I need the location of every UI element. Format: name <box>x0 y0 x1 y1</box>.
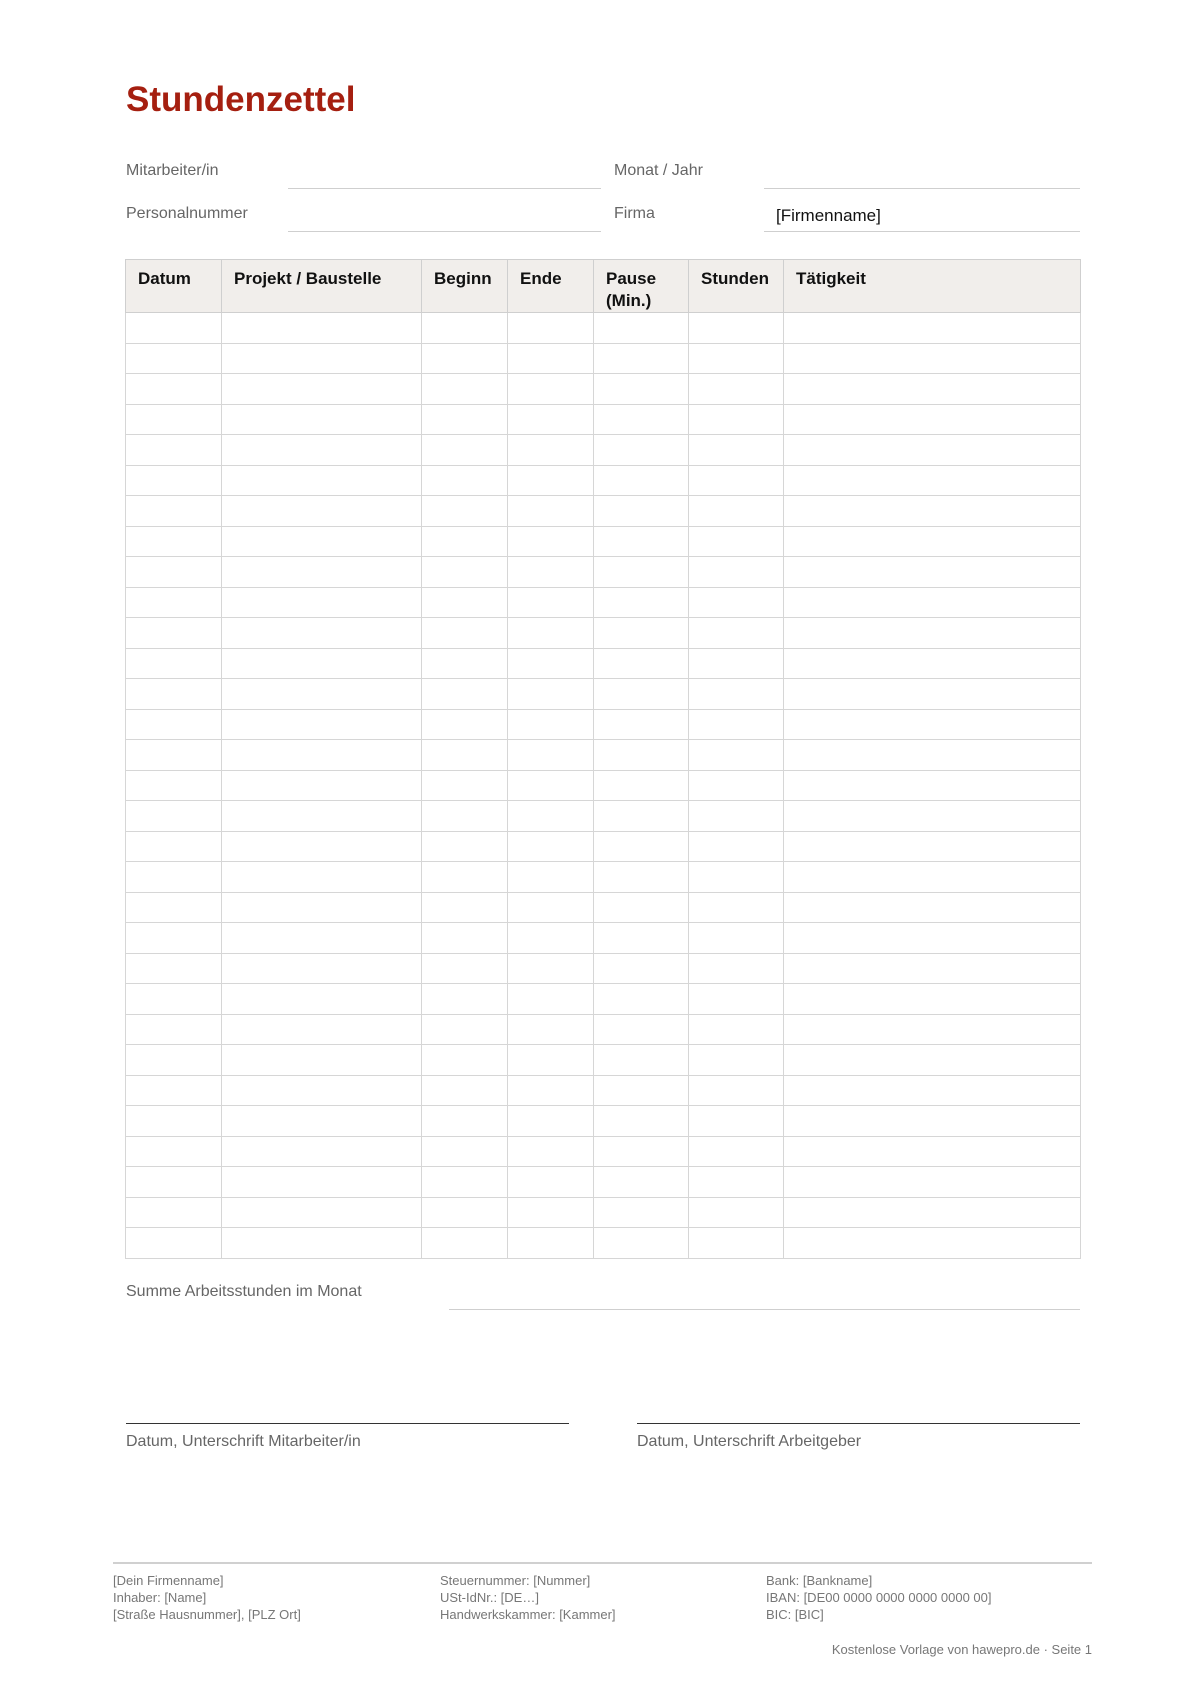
table-row <box>126 313 1081 344</box>
activity-cell[interactable] <box>784 1045 1081 1076</box>
break-cell[interactable] <box>594 648 689 679</box>
table-row <box>126 709 1081 740</box>
project-cell[interactable] <box>222 557 422 588</box>
table-row <box>126 1197 1081 1228</box>
end-cell[interactable] <box>508 526 594 557</box>
activity-cell[interactable] <box>784 1014 1081 1045</box>
table-row <box>126 1075 1081 1106</box>
start-cell[interactable] <box>422 862 508 893</box>
date-cell[interactable] <box>126 1045 222 1076</box>
hours-cell[interactable] <box>689 1014 784 1045</box>
break-cell[interactable] <box>594 984 689 1015</box>
hours-cell[interactable] <box>689 618 784 649</box>
activity-cell[interactable] <box>784 465 1081 496</box>
start-cell[interactable] <box>422 1045 508 1076</box>
table-row <box>126 648 1081 679</box>
footer-company-info <box>113 1572 301 1623</box>
start-cell[interactable] <box>422 679 508 710</box>
table-row <box>126 1136 1081 1167</box>
activity-cell[interactable] <box>784 801 1081 832</box>
start-cell[interactable] <box>422 374 508 405</box>
start-cell[interactable] <box>422 1106 508 1137</box>
project-cell[interactable] <box>222 923 422 954</box>
table-row <box>126 404 1081 435</box>
hours-cell[interactable] <box>689 892 784 923</box>
project-cell[interactable] <box>222 465 422 496</box>
table-row <box>126 740 1081 771</box>
date-cell[interactable] <box>126 374 222 405</box>
footer-chamber: Handwerkskammer: [Kammer] <box>440 1607 616 1622</box>
table-row <box>126 862 1081 893</box>
start-cell[interactable] <box>422 770 508 801</box>
activity-cell[interactable] <box>784 1136 1081 1167</box>
break-cell[interactable] <box>594 557 689 588</box>
footer-vat-id: USt-IdNr.: [DE…] <box>440 1590 539 1605</box>
date-cell[interactable] <box>126 404 222 435</box>
table-header-row <box>126 260 1081 313</box>
activity-cell[interactable] <box>784 343 1081 374</box>
start-cell[interactable] <box>422 435 508 466</box>
header-activity: Tätigkeit <box>784 260 1081 313</box>
end-cell[interactable] <box>508 1014 594 1045</box>
end-cell[interactable] <box>508 1167 594 1198</box>
break-cell[interactable] <box>594 404 689 435</box>
table-row <box>126 587 1081 618</box>
break-cell[interactable] <box>594 862 689 893</box>
table-row <box>126 801 1081 832</box>
end-cell[interactable] <box>508 618 594 649</box>
activity-cell[interactable] <box>784 313 1081 344</box>
start-cell[interactable] <box>422 465 508 496</box>
date-cell[interactable] <box>126 343 222 374</box>
project-cell[interactable] <box>222 984 422 1015</box>
hours-cell[interactable] <box>689 862 784 893</box>
table-row <box>126 1167 1081 1198</box>
start-cell[interactable] <box>422 557 508 588</box>
date-cell[interactable] <box>126 1167 222 1198</box>
start-cell[interactable] <box>422 953 508 984</box>
break-cell[interactable] <box>594 740 689 771</box>
break-cell[interactable] <box>594 1106 689 1137</box>
date-cell[interactable] <box>126 831 222 862</box>
end-cell[interactable] <box>508 892 594 923</box>
start-cell[interactable] <box>422 404 508 435</box>
page-title: Stundenzettel <box>126 80 356 119</box>
break-cell[interactable] <box>594 465 689 496</box>
break-cell[interactable] <box>594 1045 689 1076</box>
start-cell[interactable] <box>422 1136 508 1167</box>
footer-address: [Straße Hausnummer], [PLZ Ort] <box>113 1607 301 1622</box>
activity-cell[interactable] <box>784 526 1081 557</box>
table-row <box>126 1014 1081 1045</box>
date-cell[interactable] <box>126 526 222 557</box>
employer-signature-label: Datum, Unterschrift Arbeitgeber <box>637 1433 862 1450</box>
table-row <box>126 496 1081 527</box>
hours-cell[interactable] <box>689 831 784 862</box>
personnel-number-label: Personalnummer <box>126 205 248 222</box>
hours-cell[interactable] <box>689 587 784 618</box>
header-start: Beginn <box>422 260 508 313</box>
activity-cell[interactable] <box>784 1197 1081 1228</box>
hours-cell[interactable] <box>689 313 784 344</box>
end-cell[interactable] <box>508 557 594 588</box>
project-cell[interactable] <box>222 1106 422 1137</box>
start-cell[interactable] <box>422 709 508 740</box>
start-cell[interactable] <box>422 526 508 557</box>
project-cell[interactable] <box>222 313 422 344</box>
employee-signature-label: Datum, Unterschrift Mitarbeiter/in <box>126 1433 361 1450</box>
table-row <box>126 343 1081 374</box>
company-value[interactable]: [Firmenname] <box>776 206 881 225</box>
date-cell[interactable] <box>126 1197 222 1228</box>
company-label: Firma <box>614 205 655 222</box>
start-cell[interactable] <box>422 740 508 771</box>
footer-template-note: Kostenlose Vorlage von hawepro.de · Seite 1 <box>831 1642 1092 1657</box>
end-cell[interactable] <box>508 1228 594 1259</box>
start-cell[interactable] <box>422 587 508 618</box>
start-cell[interactable] <box>422 313 508 344</box>
start-cell[interactable] <box>422 1228 508 1259</box>
date-cell[interactable] <box>126 923 222 954</box>
hours-cell[interactable] <box>689 953 784 984</box>
table-row <box>126 374 1081 405</box>
break-cell[interactable] <box>594 1014 689 1045</box>
employer-signature-line[interactable] <box>637 1423 1080 1424</box>
footer-company-name: [Dein Firmenname] <box>113 1573 224 1588</box>
project-cell[interactable] <box>222 1014 422 1045</box>
break-cell[interactable] <box>594 801 689 832</box>
activity-cell[interactable] <box>784 1106 1081 1137</box>
end-cell[interactable] <box>508 709 594 740</box>
hours-cell[interactable] <box>689 343 784 374</box>
date-cell[interactable] <box>126 1014 222 1045</box>
hours-cell[interactable] <box>689 740 784 771</box>
activity-cell[interactable] <box>784 831 1081 862</box>
total-hours-field[interactable] <box>449 1309 1080 1310</box>
start-cell[interactable] <box>422 648 508 679</box>
project-cell[interactable] <box>222 435 422 466</box>
date-cell[interactable] <box>126 679 222 710</box>
project-cell[interactable] <box>222 740 422 771</box>
end-cell[interactable] <box>508 953 594 984</box>
company-field[interactable] <box>764 231 1080 232</box>
break-cell[interactable] <box>594 953 689 984</box>
header-project: Projekt / Baustelle <box>222 260 422 313</box>
table-row <box>126 923 1081 954</box>
hours-cell[interactable] <box>689 1167 784 1198</box>
hours-cell[interactable] <box>689 374 784 405</box>
end-cell[interactable] <box>508 496 594 527</box>
end-cell[interactable] <box>508 770 594 801</box>
activity-cell[interactable] <box>784 862 1081 893</box>
activity-cell[interactable] <box>784 404 1081 435</box>
activity-cell[interactable] <box>784 892 1081 923</box>
date-cell[interactable] <box>126 618 222 649</box>
footer-iban: IBAN: [DE00 0000 0000 0000 0000 00] <box>766 1590 992 1605</box>
hours-cell[interactable] <box>689 526 784 557</box>
header-date: Datum <box>126 260 222 313</box>
break-cell[interactable] <box>594 435 689 466</box>
project-cell[interactable] <box>222 862 422 893</box>
end-cell[interactable] <box>508 587 594 618</box>
date-cell[interactable] <box>126 435 222 466</box>
project-cell[interactable] <box>222 404 422 435</box>
project-cell[interactable] <box>222 343 422 374</box>
header-hours: Stunden <box>689 260 784 313</box>
activity-cell[interactable] <box>784 1228 1081 1259</box>
hours-cell[interactable] <box>689 1075 784 1106</box>
activity-cell[interactable] <box>784 496 1081 527</box>
date-cell[interactable] <box>126 953 222 984</box>
end-cell[interactable] <box>508 831 594 862</box>
date-cell[interactable] <box>126 496 222 527</box>
hours-cell[interactable] <box>689 496 784 527</box>
timesheet-body <box>126 313 1081 1259</box>
project-cell[interactable] <box>222 1228 422 1259</box>
footer-divider <box>113 1562 1092 1564</box>
end-cell[interactable] <box>508 984 594 1015</box>
table-row <box>126 465 1081 496</box>
end-cell[interactable] <box>508 740 594 771</box>
employee-label: Mitarbeiter/in <box>126 162 219 179</box>
hours-cell[interactable] <box>689 1228 784 1259</box>
end-cell[interactable] <box>508 923 594 954</box>
month-year-field[interactable] <box>764 188 1080 189</box>
project-cell[interactable] <box>222 374 422 405</box>
end-cell[interactable] <box>508 1045 594 1076</box>
break-cell[interactable] <box>594 587 689 618</box>
hours-cell[interactable] <box>689 1106 784 1137</box>
date-cell[interactable] <box>126 892 222 923</box>
footer-owner: Inhaber: [Name] <box>113 1590 207 1605</box>
break-cell[interactable] <box>594 1136 689 1167</box>
table-row <box>126 1045 1081 1076</box>
break-cell[interactable] <box>594 923 689 954</box>
footer-bank-info <box>766 1572 992 1623</box>
footer-bank: Bank: [Bankname] <box>766 1573 873 1588</box>
project-cell[interactable] <box>222 831 422 862</box>
table-row <box>126 892 1081 923</box>
activity-cell[interactable] <box>784 648 1081 679</box>
break-cell[interactable] <box>594 770 689 801</box>
project-cell[interactable] <box>222 526 422 557</box>
table-row <box>126 618 1081 649</box>
footer-tax-info <box>440 1572 616 1623</box>
hours-cell[interactable] <box>689 1136 784 1167</box>
date-cell[interactable] <box>126 801 222 832</box>
date-cell[interactable] <box>126 1136 222 1167</box>
end-cell[interactable] <box>508 313 594 344</box>
date-cell[interactable] <box>126 709 222 740</box>
hours-cell[interactable] <box>689 770 784 801</box>
header-end: Ende <box>508 260 594 313</box>
activity-cell[interactable] <box>784 953 1081 984</box>
table-row <box>126 831 1081 862</box>
start-cell[interactable] <box>422 1197 508 1228</box>
project-cell[interactable] <box>222 1136 422 1167</box>
footer-tax-number: Steuernummer: [Nummer] <box>440 1573 591 1588</box>
end-cell[interactable] <box>508 343 594 374</box>
project-cell[interactable] <box>222 587 422 618</box>
project-cell[interactable] <box>222 1197 422 1228</box>
project-cell[interactable] <box>222 648 422 679</box>
end-cell[interactable] <box>508 679 594 710</box>
activity-cell[interactable] <box>784 618 1081 649</box>
end-cell[interactable] <box>508 1106 594 1137</box>
end-cell[interactable] <box>508 374 594 405</box>
start-cell[interactable] <box>422 1075 508 1106</box>
break-cell[interactable] <box>594 1228 689 1259</box>
date-cell[interactable] <box>126 1075 222 1106</box>
table-row <box>126 1106 1081 1137</box>
hours-cell[interactable] <box>689 557 784 588</box>
hours-cell[interactable] <box>689 679 784 710</box>
hours-cell[interactable] <box>689 648 784 679</box>
project-cell[interactable] <box>222 953 422 984</box>
hours-cell[interactable] <box>689 801 784 832</box>
project-cell[interactable] <box>222 618 422 649</box>
start-cell[interactable] <box>422 1167 508 1198</box>
end-cell[interactable] <box>508 435 594 466</box>
date-cell[interactable] <box>126 770 222 801</box>
date-cell[interactable] <box>126 862 222 893</box>
table-row <box>126 557 1081 588</box>
hours-cell[interactable] <box>689 984 784 1015</box>
start-cell[interactable] <box>422 831 508 862</box>
hours-cell[interactable] <box>689 709 784 740</box>
activity-cell[interactable] <box>784 435 1081 466</box>
start-cell[interactable] <box>422 496 508 527</box>
start-cell[interactable] <box>422 984 508 1015</box>
activity-cell[interactable] <box>784 984 1081 1015</box>
end-cell[interactable] <box>508 1075 594 1106</box>
project-cell[interactable] <box>222 770 422 801</box>
date-cell[interactable] <box>126 587 222 618</box>
activity-cell[interactable] <box>784 587 1081 618</box>
start-cell[interactable] <box>422 1014 508 1045</box>
break-cell[interactable] <box>594 709 689 740</box>
end-cell[interactable] <box>508 648 594 679</box>
end-cell[interactable] <box>508 404 594 435</box>
break-cell[interactable] <box>594 343 689 374</box>
date-cell[interactable] <box>126 1106 222 1137</box>
timesheet-table <box>125 259 1081 1259</box>
employee-signature-line[interactable] <box>126 1423 569 1424</box>
activity-cell[interactable] <box>784 1075 1081 1106</box>
employee-field[interactable] <box>288 188 601 189</box>
break-cell[interactable] <box>594 1197 689 1228</box>
date-cell[interactable] <box>126 648 222 679</box>
project-cell[interactable] <box>222 1167 422 1198</box>
date-cell[interactable] <box>126 465 222 496</box>
month-year-label: Monat / Jahr <box>614 162 703 179</box>
break-cell[interactable] <box>594 618 689 649</box>
end-cell[interactable] <box>508 465 594 496</box>
break-cell[interactable] <box>594 831 689 862</box>
end-cell[interactable] <box>508 1136 594 1167</box>
break-cell[interactable] <box>594 313 689 344</box>
table-row <box>126 953 1081 984</box>
project-cell[interactable] <box>222 679 422 710</box>
date-cell[interactable] <box>126 984 222 1015</box>
activity-cell[interactable] <box>784 679 1081 710</box>
personnel-number-field[interactable] <box>288 231 601 232</box>
break-cell[interactable] <box>594 496 689 527</box>
activity-cell[interactable] <box>784 770 1081 801</box>
activity-cell[interactable] <box>784 740 1081 771</box>
project-cell[interactable] <box>222 1045 422 1076</box>
project-cell[interactable] <box>222 496 422 527</box>
break-cell[interactable] <box>594 1075 689 1106</box>
project-cell[interactable] <box>222 1075 422 1106</box>
date-cell[interactable] <box>126 1228 222 1259</box>
hours-cell[interactable] <box>689 923 784 954</box>
break-cell[interactable] <box>594 374 689 405</box>
start-cell[interactable] <box>422 343 508 374</box>
hours-cell[interactable] <box>689 435 784 466</box>
activity-cell[interactable] <box>784 1167 1081 1198</box>
table-row <box>126 435 1081 466</box>
hours-cell[interactable] <box>689 404 784 435</box>
end-cell[interactable] <box>508 1197 594 1228</box>
project-cell[interactable] <box>222 801 422 832</box>
date-cell[interactable] <box>126 740 222 771</box>
table-row <box>126 770 1081 801</box>
table-row <box>126 679 1081 710</box>
break-cell[interactable] <box>594 892 689 923</box>
hours-cell[interactable] <box>689 1045 784 1076</box>
break-cell[interactable] <box>594 1167 689 1198</box>
break-cell[interactable] <box>594 526 689 557</box>
header-break: Pause (Min.) <box>594 260 689 313</box>
date-cell[interactable] <box>126 557 222 588</box>
start-cell[interactable] <box>422 618 508 649</box>
table-row <box>126 1228 1081 1259</box>
start-cell[interactable] <box>422 923 508 954</box>
table-row <box>126 526 1081 557</box>
activity-cell[interactable] <box>784 709 1081 740</box>
project-cell[interactable] <box>222 892 422 923</box>
break-cell[interactable] <box>594 679 689 710</box>
start-cell[interactable] <box>422 892 508 923</box>
date-cell[interactable] <box>126 313 222 344</box>
table-row <box>126 984 1081 1015</box>
end-cell[interactable] <box>508 862 594 893</box>
hours-cell[interactable] <box>689 465 784 496</box>
footer-bic: BIC: [BIC] <box>766 1607 824 1622</box>
hours-cell[interactable] <box>689 1197 784 1228</box>
activity-cell[interactable] <box>784 557 1081 588</box>
start-cell[interactable] <box>422 801 508 832</box>
activity-cell[interactable] <box>784 923 1081 954</box>
end-cell[interactable] <box>508 801 594 832</box>
total-hours-label: Summe Arbeitsstunden im Monat <box>126 1283 362 1300</box>
activity-cell[interactable] <box>784 374 1081 405</box>
project-cell[interactable] <box>222 709 422 740</box>
